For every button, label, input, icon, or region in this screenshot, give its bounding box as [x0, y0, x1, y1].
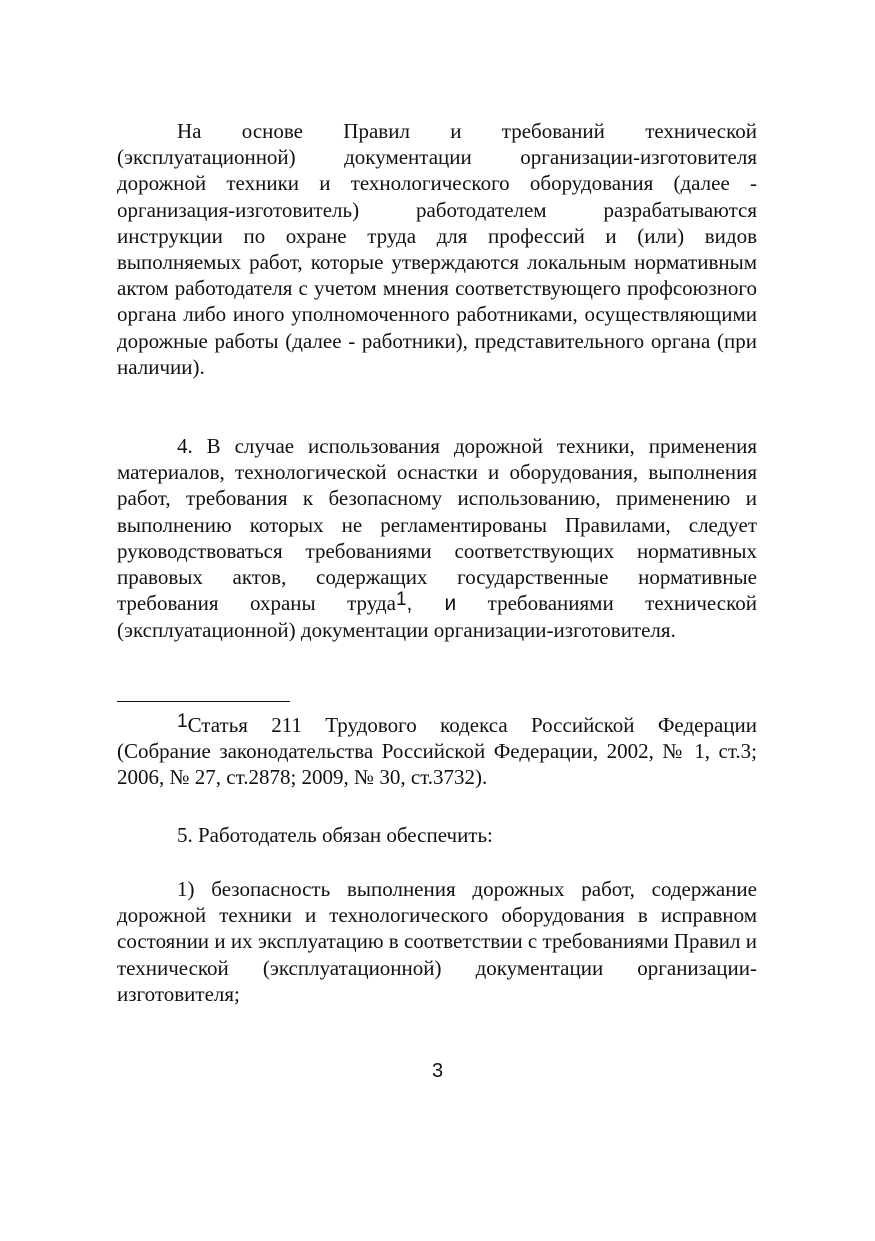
footnote-mark: 1: [177, 711, 188, 732]
footnote-separator: [117, 701, 290, 702]
paragraph-4-continuation: требованиями технической (эксплуатационной) документации организации-изготовителя.: [117, 591, 757, 643]
paragraph-5: 5. Работодатель обязан обеспечить:: [177, 823, 493, 847]
paragraph-4: [117, 433, 757, 644]
paragraph-4-ref-separator: , и: [406, 592, 457, 616]
page-number: 3: [431, 1060, 444, 1082]
paragraph-4-text: 4. В случае использования дорожной техники, применения материалов, технологической оснастки и оборудования, выполнения работ, требования к безопасному использованию, применению и выполнению которых не регламентированы Правилами, следует руководствоваться требованиями соответствующих нормативных правовых актов, содержащих государственные нормативные требования охраны труда: [117, 434, 757, 616]
footnote: [117, 712, 757, 791]
footnote-reference[interactable]: 1: [395, 589, 407, 611]
paragraph-5-item-1: 1) безопасность выполнения дорожных работ, содержание дорожной техники и технологического оборудования в исправном состоянии и их эксплуатацию в соответствии с требованиями Правил и технической (эксплуатационной) документации организации-изготовителя;: [117, 877, 757, 1006]
paragraph-instructions: На основе Правил и требований технической (эксплуатационной) документации организации-изготовителя дорожной техники и технологического оборудования (далее - организация-изготовитель) работодателем разрабатываются инструкции по охране труда для профессий и (или) видов выполняемых работ, которые утверждаются локальным нормативным актом работодателя с учетом мнения соответствующего профсоюзного органа либо иного уполномоченного работниками, осуществляющими дорожные работы (далее - работники), представительного органа (при наличии).: [117, 119, 757, 379]
footnote-text: Статья 211 Трудового кодекса Российской Федерации (Собрание законодательства Российской Федерации, 2002, № 1, ст.3; 2006, № 27, ст.2878; 2009, № 30, ст.3732).: [117, 713, 757, 790]
